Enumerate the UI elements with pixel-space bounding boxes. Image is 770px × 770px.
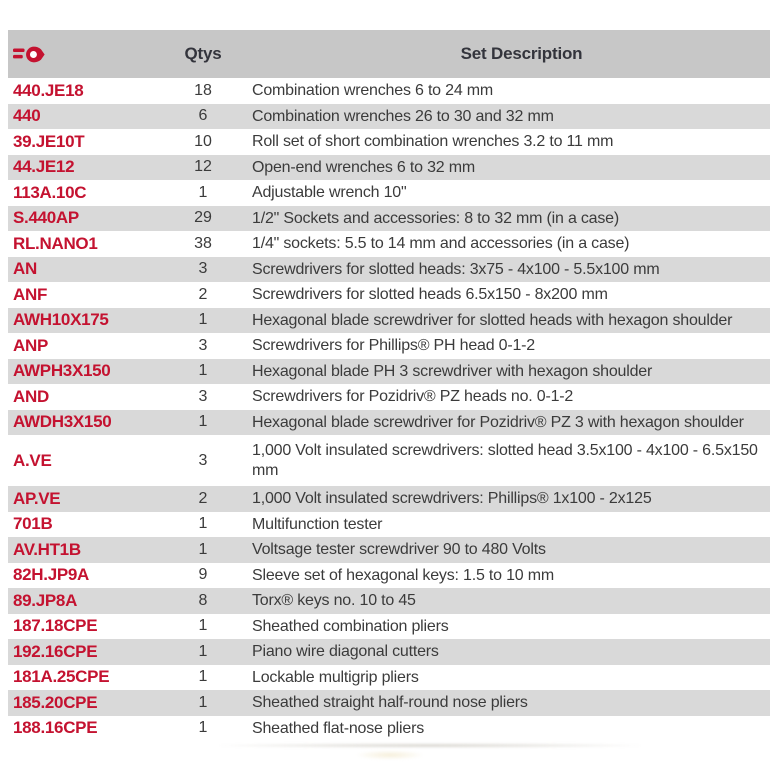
part-number-cell: 187.18CPE <box>13 616 98 636</box>
quantity-cell: 1 <box>198 183 208 201</box>
quantity-cell: 8 <box>198 591 208 609</box>
part-number-cell: 82H.JP9A <box>13 565 90 585</box>
part-number-cell: ANF <box>13 284 48 304</box>
table-row <box>8 614 770 640</box>
part-number-cell: 440 <box>13 106 41 126</box>
set-description-cell: Hexagonal blade PH 3 screwdriver with hexagon shoulder <box>252 362 653 380</box>
table-row <box>8 206 770 232</box>
table-row <box>8 180 770 206</box>
set-description-cell: Hexagonal blade screwdriver for Pozidriv® PZ 3 with hexagon shoulder <box>252 413 744 431</box>
quantity-cell: 9 <box>198 566 208 584</box>
quantity-cell: 1 <box>198 642 208 660</box>
table-row <box>8 537 770 563</box>
quantity-cell: 38 <box>194 234 212 252</box>
scan-stain <box>355 750 425 760</box>
quantity-cell: 29 <box>194 209 212 227</box>
set-description-cell: Sheathed straight half-round nose pliers <box>252 694 528 712</box>
description-column-header: Set Description <box>460 44 583 63</box>
part-number-cell: 188.16CPE <box>13 718 98 738</box>
part-number-cell: 39.JE10T <box>13 131 85 151</box>
table-row <box>8 282 770 308</box>
set-description-cell: Sheathed flat-nose pliers <box>252 719 425 737</box>
table-row <box>8 359 770 385</box>
table-row <box>8 665 770 691</box>
part-number-cell: AWPH3X150 <box>13 361 111 381</box>
set-description-cell: Roll set of short combination wrenches 3.2 to 11 mm <box>252 133 614 151</box>
table-row <box>8 639 770 665</box>
quantity-cell: 1 <box>198 719 208 737</box>
set-description-cell: Combination wrenches 6 to 24 mm <box>252 82 494 100</box>
quantity-cell: 6 <box>198 107 208 125</box>
set-description-cell: Screwdrivers for slotted heads: 3x75 - 4x100 - 5.5x100 mm <box>252 260 660 278</box>
set-description-cell: Multifunction tester <box>252 515 383 533</box>
part-number-cell: 701B <box>13 514 53 534</box>
set-description-cell: Screwdrivers for slotted heads 6.5x150 - 8x200 mm <box>252 286 608 304</box>
quantity-cell: 3 <box>198 260 208 278</box>
table-row <box>8 690 770 716</box>
table-row <box>8 588 770 614</box>
part-number-cell: AWH10X175 <box>13 310 109 330</box>
table-row <box>8 435 770 486</box>
table-row <box>8 155 770 181</box>
quantity-cell: 3 <box>198 336 208 354</box>
table-row <box>8 333 770 359</box>
part-number-cell: 192.16CPE <box>13 641 98 661</box>
quantity-cell: 10 <box>194 132 212 150</box>
table-row <box>8 231 770 257</box>
table-row <box>8 486 770 512</box>
brand-cell <box>8 45 173 64</box>
set-description-cell: Lockable multigrip pliers <box>252 668 419 686</box>
part-number-cell: ANP <box>13 335 48 355</box>
quantity-cell: 2 <box>198 489 208 507</box>
quantity-cell: 1 <box>198 515 208 533</box>
part-number-cell: AV.HT1B <box>13 539 81 559</box>
set-description-cell: Adjustable wrench 10" <box>252 184 407 202</box>
set-description-cell: Sleeve set of hexagonal keys: 1.5 to 10 mm <box>252 566 554 584</box>
table-row <box>8 512 770 538</box>
set-description-cell: Screwdrivers for Phillips® PH head 0-1-2 <box>252 337 536 355</box>
table-row <box>8 384 770 410</box>
part-number-cell: 113A.10C <box>13 182 87 202</box>
quantity-cell: 1 <box>198 311 208 329</box>
set-description-cell: Torx® keys no. 10 to 45 <box>252 592 416 610</box>
table-row <box>8 308 770 334</box>
part-number-cell: RL.NANO1 <box>13 233 98 253</box>
set-description-cell: 1,000 Volt insulated screwdrivers: Phillips® 1x100 - 2x125 <box>252 490 652 508</box>
part-number-cell: 181A.25CPE <box>13 667 110 687</box>
table-row <box>8 78 770 104</box>
part-number-cell: 89.JP8A <box>13 590 78 610</box>
set-description-cell: Voltsage tester screwdriver 90 to 480 Volts <box>252 541 546 559</box>
quantity-cell: 18 <box>194 81 212 99</box>
table-header-row <box>8 30 770 78</box>
set-description-cell: Screwdrivers for Pozidriv® PZ heads no. 0-1-2 <box>252 388 574 406</box>
set-description-cell: Open-end wrenches 6 to 32 mm <box>252 158 475 176</box>
part-number-cell: A.VE <box>13 450 52 470</box>
quantity-cell: 2 <box>198 285 208 303</box>
part-number-cell: 440.JE18 <box>13 80 84 100</box>
set-description-cell: 1,000 Volt insulated screwdrivers: slotted head 3.5x100 - 4x100 - 6.5x150 mm <box>252 442 758 479</box>
quantity-cell: 1 <box>198 668 208 686</box>
facom-brand-icon <box>13 45 45 64</box>
part-number-cell: AND <box>13 386 49 406</box>
set-description-cell: Combination wrenches 26 to 30 and 32 mm <box>252 107 554 125</box>
set-description-cell: 1/4" sockets: 5.5 to 14 mm and accessories (in a case) <box>252 235 630 253</box>
quantity-cell: 1 <box>198 617 208 635</box>
part-number-cell: AP.VE <box>13 488 61 508</box>
scan-shadow <box>220 743 640 748</box>
part-number-cell: AN <box>13 259 37 279</box>
quantity-cell: 12 <box>194 158 212 176</box>
quantity-cell: 1 <box>198 693 208 711</box>
part-number-cell: S.440AP <box>13 208 79 228</box>
qty-column-header: Qtys <box>184 44 222 63</box>
set-description-cell: Piano wire diagonal cutters <box>252 643 439 661</box>
table-row <box>8 104 770 130</box>
quantity-cell: 3 <box>198 387 208 405</box>
quantity-cell: 1 <box>198 540 208 558</box>
part-number-cell: AWDH3X150 <box>13 412 112 432</box>
quantity-cell: 3 <box>198 451 208 469</box>
set-description-cell: Hexagonal blade screwdriver for slotted heads with hexagon shoulder <box>252 311 733 329</box>
quantity-cell: 1 <box>198 413 208 431</box>
set-description-cell: Sheathed combination pliers <box>252 617 449 635</box>
table-row <box>8 410 770 436</box>
product-set-table <box>8 30 770 741</box>
set-description-cell: 1/2" Sockets and accessories: 8 to 32 mm (in a case) <box>252 209 620 227</box>
table-row <box>8 129 770 155</box>
table-body <box>8 78 770 741</box>
table-row <box>8 716 770 742</box>
table-row <box>8 563 770 589</box>
quantity-cell: 1 <box>198 362 208 380</box>
part-number-cell: 185.20CPE <box>13 692 98 712</box>
table-row <box>8 257 770 283</box>
part-number-cell: 44.JE12 <box>13 157 75 177</box>
